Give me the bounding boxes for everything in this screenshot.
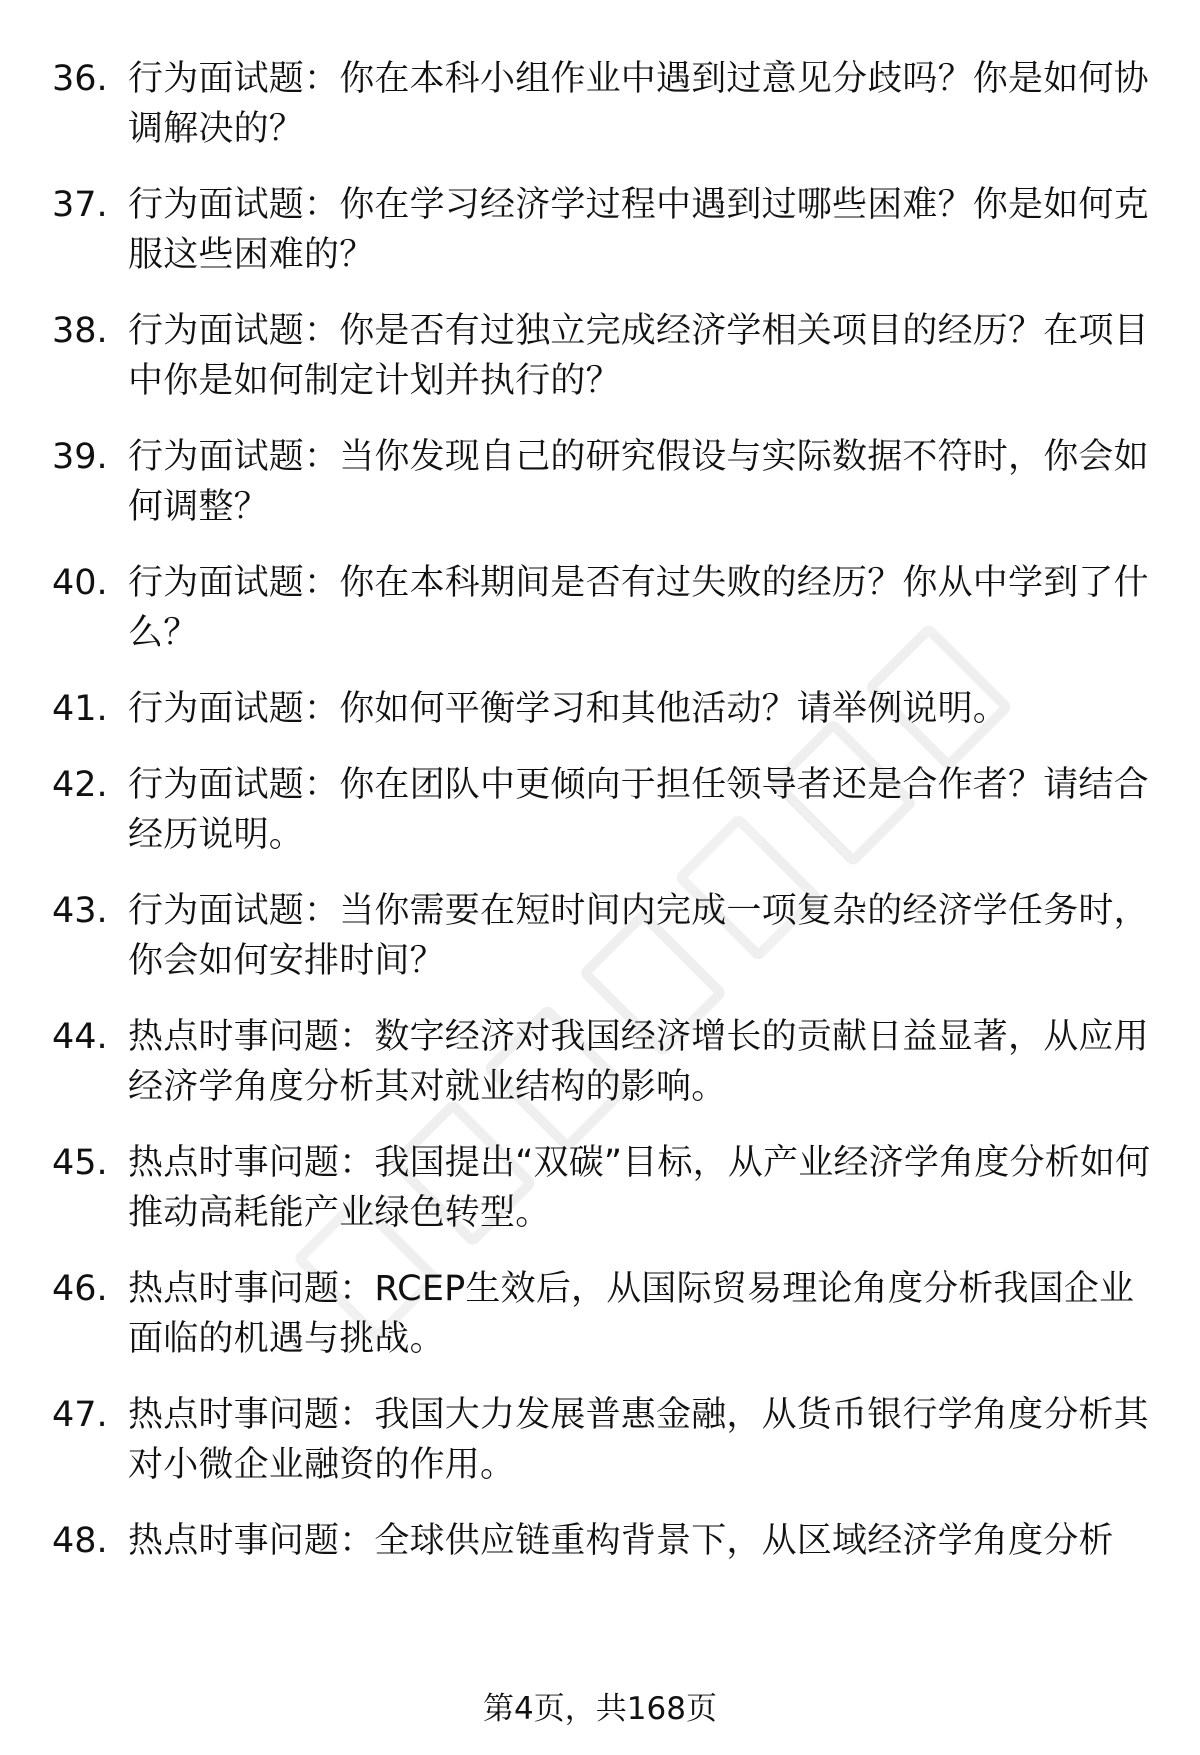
question-text: 行为面试题：你如何平衡学习和其他活动？请举例说明。	[128, 689, 1009, 729]
question-item-40	[52, 558, 1162, 658]
question-text: 行为面试题：你在学习经济学过程中遇到过哪些困难？你是如何克服这些困难的？	[128, 185, 1149, 275]
question-number: 46.	[52, 1269, 108, 1309]
question-text: 热点时事问题：数字经济对我国经济增长的贡献日益显著，从应用经济学角度分析其对就业结构的影响。	[128, 1017, 1149, 1107]
question-item-41	[52, 684, 1162, 734]
question-number: 36.	[52, 59, 108, 99]
question-item-38	[52, 306, 1162, 406]
question-item-43	[52, 886, 1162, 986]
page-footer: 第4页，共168页	[483, 1691, 717, 1727]
question-number: 41.	[52, 689, 108, 729]
question-number: 42.	[52, 765, 108, 805]
question-item-44	[52, 1012, 1162, 1112]
question-text: 行为面试题：你在本科小组作业中遇到过意见分歧吗？你是如何协调解决的？	[128, 59, 1149, 149]
question-text: 热点时事问题：我国大力发展普惠金融，从货币银行学角度分析其对小微企业融资的作用。	[128, 1395, 1149, 1485]
question-item-39	[52, 432, 1162, 532]
question-number: 38.	[52, 311, 108, 351]
question-number: 45.	[52, 1143, 108, 1183]
question-number: 37.	[52, 185, 108, 225]
question-text: 行为面试题：当你需要在短时间内完成一项复杂的经济学任务时，你会如何安排时间？	[128, 891, 1149, 981]
question-item-42	[52, 760, 1162, 860]
question-text: 热点时事问题：我国提出“双碳”目标，从产业经济学角度分析如何推动高耗能产业绿色转型。	[128, 1143, 1151, 1233]
question-item-36	[52, 54, 1162, 154]
question-number: 48.	[52, 1521, 108, 1561]
question-text: 行为面试题：当你发现自己的研究假设与实际数据不符时，你会如何调整？	[128, 437, 1149, 527]
question-item-37	[52, 180, 1162, 280]
question-list	[52, 54, 1162, 1592]
question-text: 行为面试题：你在团队中更倾向于担任领导者还是合作者？请结合经历说明。	[128, 765, 1149, 855]
question-item-47	[52, 1390, 1162, 1490]
question-number: 44.	[52, 1017, 108, 1057]
question-text: 热点时事问题：全球供应链重构背景下，从区域经济学角度分析	[128, 1521, 1114, 1561]
question-number: 39.	[52, 437, 108, 477]
question-text: 热点时事问题：RCEP生效后，从国际贸易理论角度分析我国企业面临的机遇与挑战。	[128, 1269, 1135, 1359]
question-number: 40.	[52, 563, 108, 603]
question-item-48	[52, 1516, 1162, 1566]
question-number: 47.	[52, 1395, 108, 1435]
question-number: 43.	[52, 891, 108, 931]
question-item-46	[52, 1264, 1162, 1364]
question-text: 行为面试题：你是否有过独立完成经济学相关项目的经历？在项目中你是如何制定计划并执行的？	[128, 311, 1149, 401]
question-item-45	[52, 1138, 1162, 1238]
question-text: 行为面试题：你在本科期间是否有过失败的经历？你从中学到了什么？	[128, 563, 1149, 653]
